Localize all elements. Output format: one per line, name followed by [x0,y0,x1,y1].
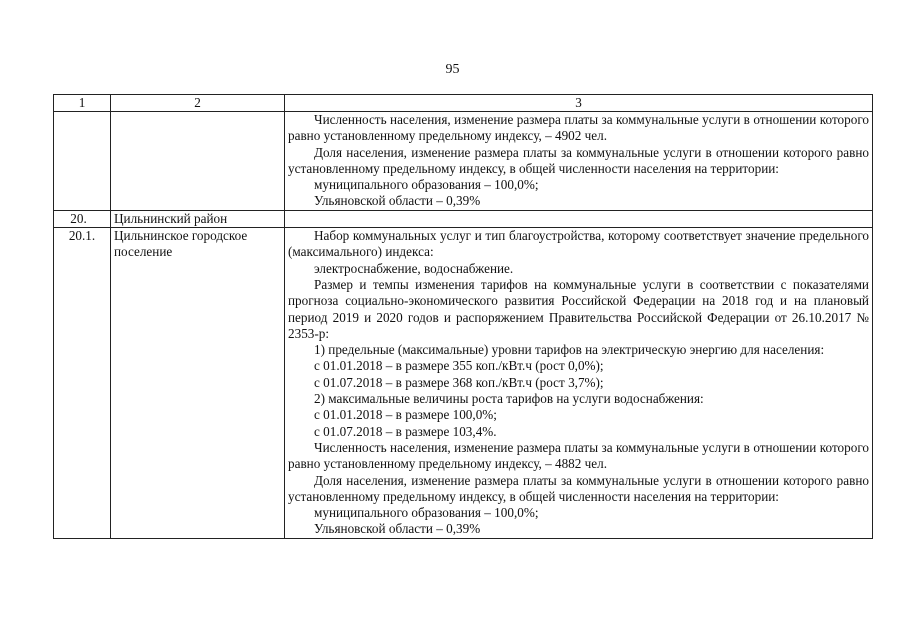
row-number-cell: 20. [54,210,111,227]
water-tariff-heading: 2) максимальные величины роста тарифов на услуги водоснабжения: [314,391,704,407]
row-content-cell [285,228,873,539]
municipal-share-text: муниципального образования – 100,0%; [314,505,539,521]
row-name-cell [111,112,285,211]
table-header-row [54,95,873,112]
water-tariff-jul: с 01.07.2018 – в размере 103,4%. [314,423,497,439]
header-col-2: 2 [111,95,285,112]
row-name-cell: Цильнинский район [111,210,285,227]
page-number: 95 [445,62,460,77]
header-col-1: 1 [54,95,111,112]
tariff-table [53,94,873,539]
population-share-text: Доля населения, изменение размера платы за коммунальные услуги в отношении которого равно установленному предельному индексу, в общей численности населения на территории: [288,144,869,176]
table-row [54,228,873,539]
header-col-3: 3 [285,95,873,112]
tariff-basis-text: Размер и темпы изменения тарифов на коммунальные услуги в соответствии с показателями прогноза социально-экономического развития Российской Федерации на 2018 год и на плановый период 2019 и 2020 годов и распоряжением Правительства Российской Федерации от 26.10.2017 № 2353-р: [288,276,869,341]
services-list-text: электроснабжение, водоснабжение. [314,260,514,276]
services-set-text: Набор коммунальных услуг и тип благоустройства, которому соответствует значение предельного (максимального) индекса: [288,228,869,260]
municipal-share-text: муниципального образования – 100,0%; [314,177,539,193]
electricity-tariff-jan: с 01.01.2018 – в размере 355 коп./кВт.ч (рост 0,0%); [314,358,604,374]
population-count-text: Численность населения, изменение размера платы за коммунальные услуги в отношении которого равно установленному предельному индексу, – 4882 чел. [288,439,869,472]
table-row [54,112,873,211]
row-content-cell [285,112,873,211]
row-content-cell [285,210,873,227]
population-count-text: Численность населения, изменение размера платы за коммунальные услуги в отношении которого равно установленному предельному индексу, – 4902 чел. [288,112,869,144]
row-number-cell: 20.1. [54,228,111,539]
region-share-text: Ульяновской области – 0,39% [314,193,481,209]
electricity-tariff-heading: 1) предельные (максимальные) уровни тарифов на электрическую энергию для населения: [314,342,825,358]
population-share-text: Доля населения, изменение размера платы за коммунальные услуги в отношении которого равно установленному предельному индексу, в общей численности населения на территории: [288,472,869,504]
electricity-tariff-jul: с 01.07.2018 – в размере 368 коп./кВт.ч (рост 3,7%); [314,374,604,390]
table-row [54,210,873,227]
water-tariff-jan: с 01.01.2018 – в размере 100,0%; [314,407,497,423]
row-number-cell [54,112,111,211]
region-share-text: Ульяновской области – 0,39% [314,521,481,537]
row-name-cell: Цильнинское городское поселение [111,228,285,539]
